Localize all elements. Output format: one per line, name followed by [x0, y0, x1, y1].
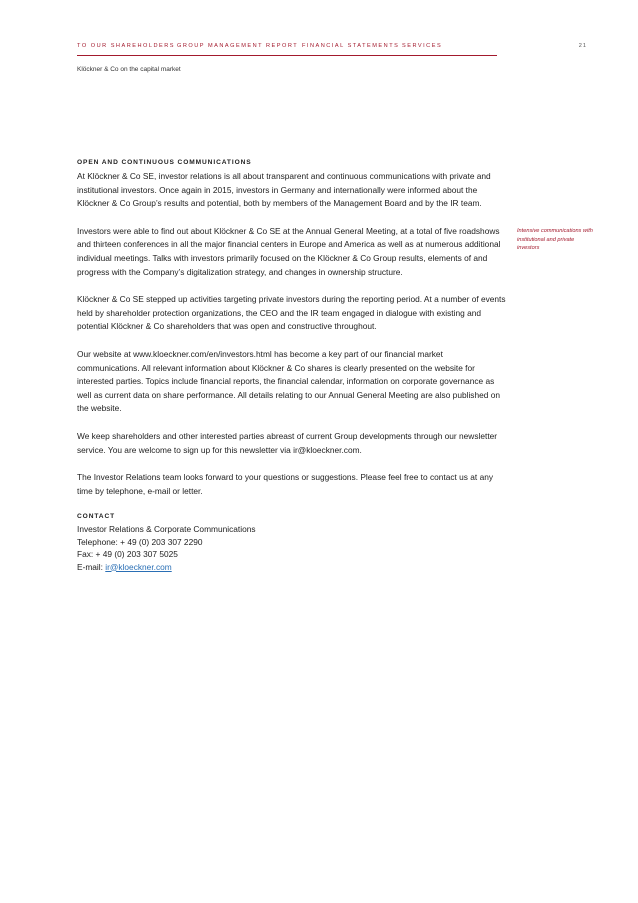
contact-email-link[interactable]: ir@kloeckner.com	[105, 561, 172, 572]
contact-email-line	[77, 561, 507, 573]
contact-department: Investor Relations & Corporate Communications	[77, 524, 256, 535]
section-label: Klöckner & Co on the capital market	[77, 66, 181, 73]
contact-details	[77, 523, 507, 573]
page-number: 21	[578, 43, 587, 49]
contact-email-label: E-mail:	[77, 561, 106, 572]
nav-services[interactable]: SERVICES	[402, 43, 443, 49]
header-rule	[77, 55, 497, 56]
paragraph-contact-invite: The Investor Relations team looks forward to your questions or suggestions. Please feel free to contact us at any time by telephone, e-mail or letter.	[77, 472, 494, 496]
paragraph-private-investors: Klöckner & Co SE stepped up activities targeting private investors during the reporting period. At a number of events held by shareholder protection organizations, the CEO and the IR team engaged in dialogue with existing and potential Klöckner & Co shareholders that was open and constructive throughout.	[77, 294, 506, 332]
margin-note: Intensive communications with institutional and private investors	[517, 228, 593, 252]
contact-fax: Fax: + 49 (0) 203 307 5025	[77, 549, 178, 560]
section-heading: OPEN AND CONTINUOUS COMMUNICATIONS	[77, 159, 252, 166]
paragraph-intro: At Klöckner & Co SE, investor relations is all about transparent and continuous communications with private and institutional investors. Once again in 2015, investors in Germany and internationally were informed about the Klöckner & Co Group’s results and potential, both by members of the Management Board and by the IR team.	[77, 171, 491, 209]
contact-telephone: Telephone: + 49 (0) 203 307 2290	[77, 536, 203, 547]
nav-financial-statements[interactable]: FINANCIAL STATEMENTS	[302, 43, 400, 49]
top-navigation	[77, 43, 587, 55]
nav-to-our-shareholders[interactable]: TO OUR SHAREHOLDERS	[77, 43, 176, 49]
nav-group-management-report[interactable]: GROUP MANAGEMENT REPORT	[177, 43, 299, 49]
paragraph-newsletter: We keep shareholders and other interested parties abreast of current Group developments through our newsletter service. You are welcome to sign up for this newsletter via ir@kloeckner.com.	[77, 430, 498, 455]
contact-heading: CONTACT	[77, 513, 116, 521]
main-content	[77, 158, 507, 573]
paragraph-investor-events: Investors were able to find out about Klöckner & Co SE at the Annual General Meeting, at a total of five roadshows and thirteen conferences in all the major financial centers in Europe and America as well as at numerous additional individual meetings. Talks with investors primarily focused on the Klöckner & Co Group results, elements of and progress with the Company’s digitalization strategy, and changes in ownership structure.	[77, 225, 501, 277]
paragraph-website: Our website at www.kloeckner.com/en/investors.html has become a key part of our financial market communications. All relevant information about Klöckner & Co shares is clearly presented on the website for interested parties. Topics include financial reports, the financial calendar, information on corporate governance as well as current data on share performance. All details relating to our Annual General Meeting are also published on the website.	[77, 348, 501, 414]
